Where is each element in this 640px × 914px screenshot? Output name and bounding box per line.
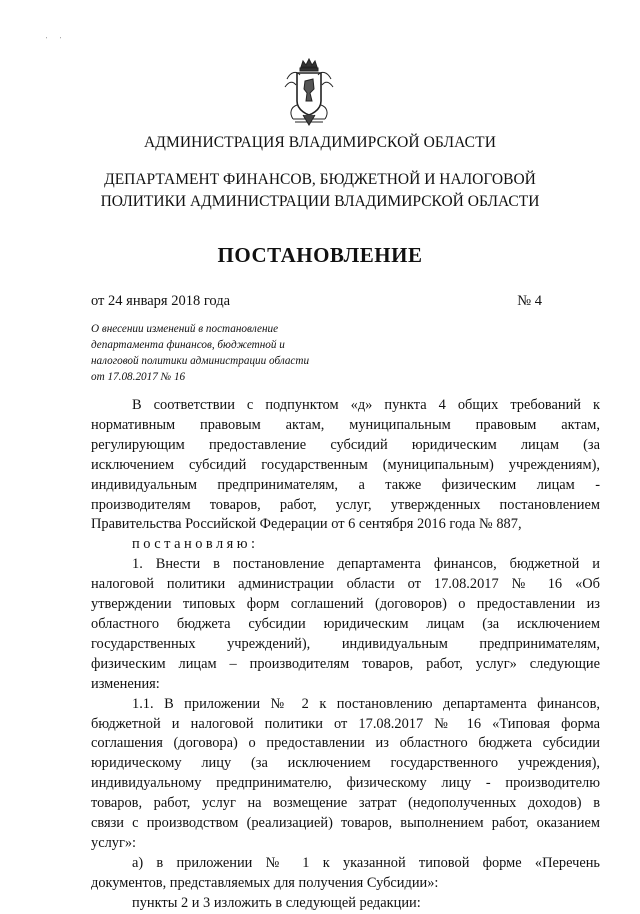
body-text	[91, 396, 600, 914]
body-line: товаров, работ, услуг на возмещение затрат (недополученных доходов) в	[91, 795, 600, 812]
document-number: № 4	[517, 293, 542, 309]
body-line: юридическому лицу (за исключением государственного учреждения),	[91, 755, 600, 772]
body-line: регулирующим предоставление субсидий юридическим лицам (за	[91, 436, 600, 453]
coat-of-arms-emblem-icon	[283, 57, 335, 127]
body-line: индивидуальным предпринимателям, а также физическим лицам -	[91, 476, 600, 493]
body-line: налоговой политики администрации области от 17.08.2017 № 16 «Об	[91, 576, 600, 593]
document-subject: О внесении изменений в постановление департамента финансов, бюджетной и налоговой политики администрации области от 17.08.2017 № 16	[91, 323, 310, 383]
document-date: от 24 января 2018 года	[91, 293, 231, 309]
body-line: связи с производством (реализацией) товаров, выполнением работ, оказанием	[91, 815, 600, 832]
department-name: ДЕПАРТАМЕНТ ФИНАНСОВ, БЮДЖЕТНОЙ И НАЛОГОВОЙ ПОЛИТИКИ АДМИНИСТРАЦИИ ВЛАДИМИРСКОЙ ОБЛАСТИ	[100, 171, 540, 210]
body-line: документов, представляемых для получения Субсидии»:	[91, 874, 439, 891]
scan-mark: '	[60, 37, 62, 43]
body-line: физическим лицам – производителям товаров, работ, услуг» следующие	[91, 655, 600, 672]
document-type-title: ПОСТАНОВЛЕНИЕ	[217, 243, 423, 267]
body-line: услуг»:	[91, 834, 137, 851]
decree-word: постановляю:	[132, 536, 259, 553]
organization-name: АДМИНИСТРАЦИЯ ВЛАДИМИРСКОЙ ОБЛАСТИ	[144, 134, 496, 151]
body-line: утверждении типовых форм соглашений (договоров) о предоставлении из	[91, 596, 600, 613]
body-line: Правительства Российской Федерации от 6 сентября 2016 года № 887,	[91, 516, 522, 533]
body-line: 1.1. В приложении № 2 к постановлению департамента финансов,	[132, 695, 600, 712]
body-line: 1. Внести в постановление департамента финансов, бюджетной и	[132, 556, 600, 573]
body-line: производителям товаров, работ, услуг, утвержденных постановлением	[91, 496, 600, 513]
body-line: В соответствии с подпунктом «д» пункта 4 общих требований к	[132, 397, 600, 413]
body-line: исключением субсидий государственным (муниципальным) учреждениям),	[91, 456, 600, 473]
body-line: нормативным правовым актам, муниципальным правовым актам,	[91, 416, 600, 433]
body-line: пункты 2 и 3 изложить в следующей редакции:	[132, 894, 421, 911]
body-line: бюджетной и налоговой политики от 17.08.2017 № 16 «Типовая форма	[91, 715, 600, 732]
body-line: соглашения (договора) о предоставлении из областного бюджета субсидии	[91, 735, 600, 752]
body-line: индивидуальному предпринимателю, физическому лицу - производителю	[91, 775, 600, 792]
body-line: областного бюджета субсидии юридическим лицам (за исключением	[91, 615, 600, 632]
body-line: а) в приложении № 1 к указанной типовой форме «Перечень	[132, 854, 600, 871]
scan-mark: '	[46, 37, 48, 43]
body-line: государственных учреждений), индивидуальным предпринимателям,	[91, 635, 600, 652]
body-line: изменения:	[91, 675, 160, 692]
